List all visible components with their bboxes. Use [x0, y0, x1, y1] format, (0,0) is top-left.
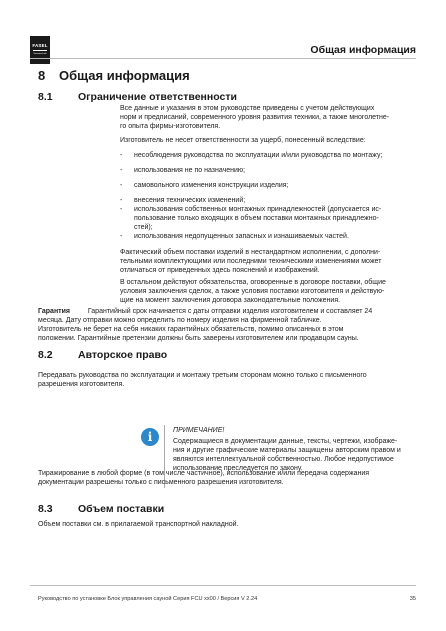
bullet-text: использования не по назначению; [134, 167, 246, 174]
bullet-dash: - [120, 233, 123, 240]
bullet-text: использования собственных монтажных принадлежностей (допускается ис- [134, 206, 382, 213]
text-line: условия заключения сделок, а также условия поставки изготовителя и действую- [120, 288, 385, 295]
text-line: щие на момент заключения договора законодательные положения. [120, 297, 341, 304]
contract-obligations [120, 278, 420, 305]
section-heading-8-3 [38, 503, 164, 515]
bullet-dash: - [120, 182, 123, 189]
text-line: являются интеллектуальной собственностью. Любое недопустимое [173, 456, 394, 463]
bullet-dash: - [120, 197, 123, 204]
bullet-text: самовольного изменения конструкции изделия; [134, 182, 289, 189]
warranty-paragraph [38, 307, 423, 343]
warranty-text: Гарантийный срок начинается с даты отправки изделия изготовителем и составляет 24 [87, 308, 373, 315]
reproduction-paragraph [38, 469, 423, 487]
section-heading-8-2 [38, 349, 167, 361]
text-line: разрешения изготовителя. [38, 381, 125, 388]
section-title: Объем поставки [78, 503, 165, 515]
text-line: использование преследуется по закону. [173, 465, 303, 472]
running-header-title: Общая информация [310, 44, 416, 56]
liability-intro [120, 104, 420, 131]
footer-document-title: Руководство по установке Блок управления сауной Серия FCU xx00 / Версия V 2.24 [38, 596, 258, 602]
text-line: документации разрешены только с письменного разрешения изготовителя. [38, 479, 284, 486]
chapter-number: 8 [38, 68, 46, 83]
section-title: Ограничение ответственности [78, 91, 237, 103]
page-number: 35 [409, 596, 416, 602]
bullet-text: стей); [134, 224, 153, 231]
text-line: В остальном действуют обязательства, оговоренные в договоре поставки, общие [120, 279, 386, 286]
logo-text: FASEL [32, 43, 48, 48]
section-number: 8.1 [38, 91, 53, 103]
section-title: Авторское право [78, 349, 168, 361]
text-line: месяца. Дату отправки можно определить по номеру изделия на фирменной табличке. [38, 317, 322, 324]
footer-rule [30, 585, 416, 586]
bullet-text: использования недопущенных запасных и изнашиваемых частей. [134, 233, 349, 240]
text-line: тельными комплектующими или последними техническими изменениями может [120, 258, 382, 265]
text-line: отличаться от приведенных здесь пояснений и изображений. [120, 267, 320, 274]
bullet-dash: - [120, 152, 123, 159]
bullet-text: внесения технических изменений; [134, 197, 246, 204]
header-rule [30, 58, 416, 59]
text-line: Все данные и указания в этом руководстве приведены с учетом действующих [120, 105, 375, 112]
text-line: Тиражирование в любой форме (в том числе частичное), использование и/или передача содержания [38, 470, 370, 477]
scope-of-delivery-text: Объем поставки см. в прилагаемой транспортной накладной. [38, 521, 239, 528]
text-line: Изготовитель не берет на себя никаких гарантийных обязательств, помимо описанных в этом [38, 326, 344, 333]
section-number: 8.2 [38, 349, 53, 361]
info-icon: i [141, 428, 159, 446]
text-line: положении. Гарантийные претензии должны быть заверены изготовителем или продавцом сауны. [38, 335, 359, 342]
note-body [173, 437, 425, 473]
text-line: го опыта фирмы-изготовителя. [120, 123, 221, 130]
bullet-dash: - [120, 167, 123, 174]
bullet-dash: - [120, 206, 123, 213]
bullet-text: несоблюдения руководства по эксплуатации и/или руководства по монтажу; [134, 152, 383, 159]
section-heading-8-1 [38, 91, 237, 103]
text-line: ния и другие графические материалы защищены авторским правом и [173, 447, 401, 454]
logo-subtext: Saunatechnik [33, 53, 47, 55]
bullet-text: пользование только входящих в объем поставки монтажных принадлежно- [134, 215, 379, 222]
warranty-first-line [38, 307, 423, 316]
chapter-title: Общая информация [59, 68, 190, 83]
logo-divider [33, 50, 47, 51]
liability-lead: Изготовитель не несет ответственности за ущерб, понесенный вследствие: [120, 137, 366, 144]
section-number: 8.3 [38, 503, 53, 515]
text-line: Передавать руководства по эксплуатации и монтажу третьим сторонам можно только с письменного [38, 372, 367, 379]
warranty-label: Гарантия [38, 308, 70, 315]
fasel-logo [30, 36, 50, 64]
text-line: Содержащиеся в документации данные, тексты, чертежи, изображе- [173, 438, 398, 445]
copyright-paragraph [38, 371, 423, 389]
text-line: Фактический объем поставки изделий в нестандартном исполнении, с дополни- [120, 249, 381, 256]
text-line: норм и предписаний, современного уровня развития техники, а также многолетне- [120, 114, 390, 121]
note-title: ПРИМЕЧАНИЕ! [173, 427, 225, 434]
delivery-scope-note [120, 248, 420, 275]
chapter-heading [38, 68, 190, 83]
